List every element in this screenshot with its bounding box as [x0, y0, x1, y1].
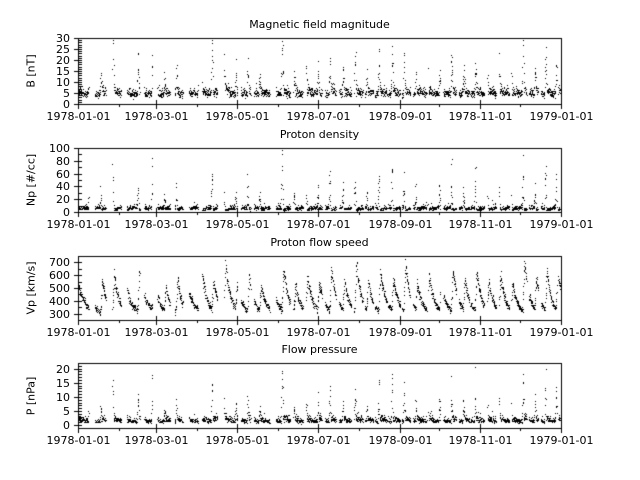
y-tick-label: 15 [56, 376, 70, 390]
y-tick-label: 25 [56, 42, 70, 56]
y-tick-label: 20 [56, 192, 70, 206]
y-tick-label: 20 [56, 53, 70, 67]
y-tick-label: 600 [49, 268, 70, 282]
x-tick-label: 1978-03-01 [124, 218, 189, 231]
y-tick-label: 80 [56, 154, 70, 168]
x-tick-label: 1979-01-01 [529, 434, 594, 447]
x-tick-label: 1978-05-01 [205, 326, 270, 339]
x-tick-label: 1978-05-01 [205, 218, 270, 231]
x-tick-label: 1978-07-01 [286, 218, 351, 231]
x-tick-label: 1978-01-01 [46, 434, 111, 447]
x-tick-label: 1978-05-01 [205, 110, 270, 123]
x-tick-label: 1979-01-01 [529, 110, 594, 123]
y-tick-label: 10 [56, 390, 70, 404]
x-tick-label: 1978-07-01 [286, 434, 351, 447]
y-tick-label: 400 [49, 294, 70, 308]
panel-title-proton-density: Proton density [279, 128, 360, 141]
y-tick-label: 5 [63, 86, 70, 100]
y-tick-label: 15 [56, 64, 70, 78]
x-tick-label: 1978-07-01 [286, 110, 351, 123]
y-tick-label: 5 [63, 404, 70, 418]
y-tick-label: 500 [49, 281, 70, 295]
y-axis-label-b-nt: B [nT] [24, 54, 38, 88]
y-tick-label: 0 [63, 418, 70, 432]
y-tick-label: 30 [56, 31, 70, 45]
x-tick-label: 1978-01-01 [46, 326, 111, 339]
y-axis-label-vp-kms: Vp [km/s] [24, 261, 38, 315]
x-tick-label: 1978-11-01 [448, 326, 513, 339]
y-tick-label: 40 [56, 179, 70, 193]
y-tick-label: 10 [56, 75, 70, 89]
y-tick-label: 20 [56, 362, 70, 376]
y-tick-label: 0 [63, 205, 70, 219]
y-tick-label: 60 [56, 167, 70, 181]
y-tick-label: 0 [63, 97, 70, 111]
y-axis-label-p-npa: P [nPa] [24, 376, 38, 415]
y-axis-label-np-cc: Np [#/cc] [24, 153, 38, 207]
x-tick-label: 1978-11-01 [448, 110, 513, 123]
x-tick-label: 1978-09-01 [368, 434, 433, 447]
y-tick-label: 700 [49, 255, 70, 269]
x-tick-label: 1979-01-01 [529, 326, 594, 339]
x-tick-label: 1978-09-01 [368, 326, 433, 339]
y-tick-label: 100 [49, 141, 70, 155]
x-tick-label: 1978-07-01 [286, 326, 351, 339]
x-tick-label: 1978-03-01 [124, 110, 189, 123]
panel-title-flow-pressure: Flow pressure [281, 343, 358, 356]
x-tick-label: 1978-03-01 [124, 434, 189, 447]
panel-title-magnetic-field-magnitude: Magnetic field magnitude [249, 18, 390, 31]
x-tick-label: 1978-11-01 [448, 434, 513, 447]
x-tick-label: 1978-09-01 [368, 110, 433, 123]
x-tick-label: 1978-09-01 [368, 218, 433, 231]
x-tick-label: 1978-01-01 [46, 218, 111, 231]
x-tick-label: 1978-03-01 [124, 326, 189, 339]
x-tick-label: 1979-01-01 [529, 218, 594, 231]
x-tick-label: 1978-01-01 [46, 110, 111, 123]
panel-title-proton-flow-speed: Proton flow speed [270, 236, 369, 249]
x-tick-label: 1978-11-01 [448, 218, 513, 231]
x-tick-label: 1978-05-01 [205, 434, 270, 447]
y-tick-label: 300 [49, 307, 70, 321]
